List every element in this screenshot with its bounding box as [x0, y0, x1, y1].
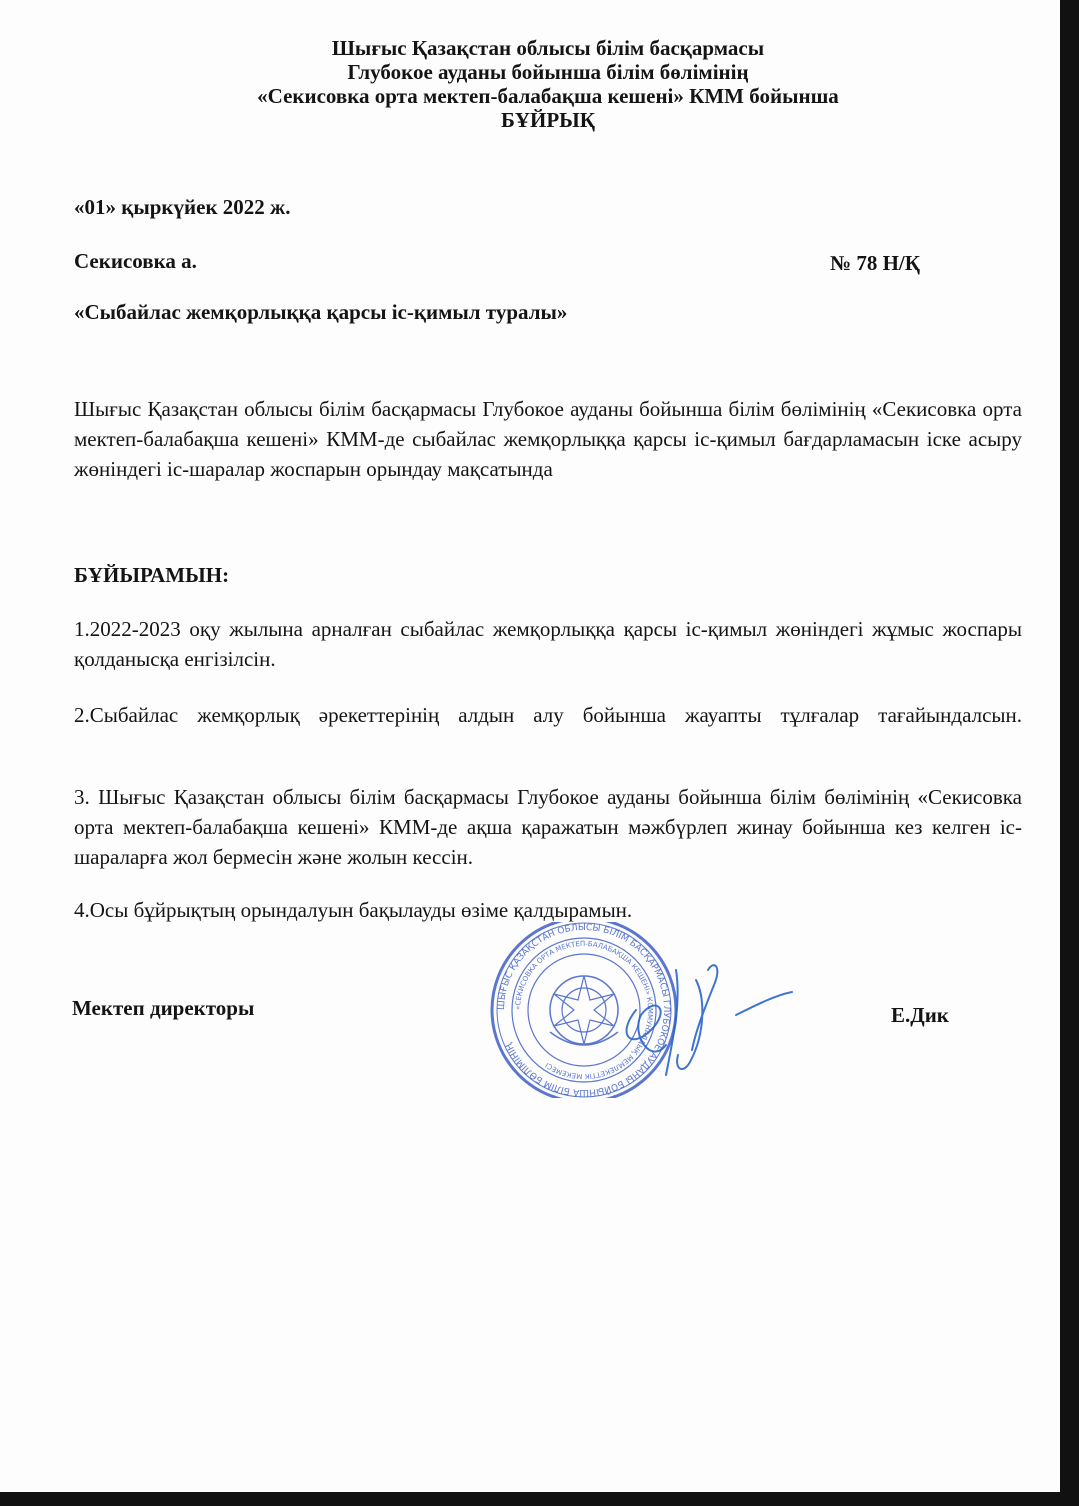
order-subject: «Сыбайлас жемқорлыққа қарсы іс-қимыл туралы»	[74, 300, 568, 324]
header-line-2: Глубокое ауданы бойынша білім бөлімінің	[347, 60, 749, 84]
intro-paragraph: Шығыс Қазақстан облысы білім басқармасы Глубокое ауданы бойынша білім бөлімінің «Секисовка орта мектеп-балабақша кешені» КММ-де сыбайлас жемқорлыққа қарсы іс-қимыл бағдарламасын іске асыру жөніндегі іс-шаралар жоспарын орындау мақсатында	[74, 397, 1022, 481]
signoff-name: Е.Дик	[891, 1003, 949, 1027]
order-item-3: 3. Шығыс Қазақстан облысы білім басқармасы Глубокое ауданы бойынша білім бөлімінің «Секисовка орта мектеп-балабақша кешені» КММ-де ақша қаражатын мәжбүрлеп жинау бойынша кез келген іс-шараларға жол бермесін және жолын кессін.	[74, 785, 1022, 869]
seal-outer-text: ШЫҒЫС ҚАЗАҚСТАН ОБЛЫСЫ БІЛІМ БАСҚАРМАСЫ ГЛУБОКОЕ АУДАНЫ БОЙЫНША БІЛІМ БӨЛІМІНІҢ	[496, 922, 672, 1098]
director-signature	[596, 940, 796, 1090]
document-header	[0, 36, 1060, 132]
order-number: № 78 Н/Қ	[830, 251, 920, 275]
signoff-role: Мектеп директоры	[72, 996, 255, 1020]
order-place: Секисовка а.	[74, 249, 197, 273]
order-item-2: 2.Сыбайлас жемқорлық әрекеттерінің алдын алу бойынша жауапты тұлғалар тағайындалсын.	[74, 703, 1022, 727]
order-item-1: 1.2022-2023 оқу жылына арналған сыбайлас жемқорлыққа қарсы іс-қимыл жөніндегі жұмыс жоспары қолданысқа енгізілсін.	[74, 617, 1022, 671]
seal-inner-text: «СЕКИСОВКА ОРТА МЕКТЕП-БАЛАБАҚША КЕШЕНІ» КОММУНАЛДЫҚ МЕМЛЕКЕТТІК МЕКЕМЕСІ	[513, 939, 655, 1081]
header-line-1: Шығыс Қазақстан облысы білім басқармасы	[331, 36, 765, 60]
order-item-4: 4.Осы бұйрықтың орындалуын бақылауды өзіме қалдырамын.	[74, 898, 633, 922]
order-heading: БҰЙЫРАМЫН:	[74, 563, 230, 587]
order-date: «01» қыркүйек 2022 ж.	[74, 195, 291, 219]
scan-edge-right	[1060, 0, 1079, 1506]
header-line-3: «Секисовка орта мектеп-балабақша кешені» КММ бойынша	[257, 84, 839, 108]
document-title: БҰЙРЫҚ	[500, 108, 596, 132]
scan-edge-bottom	[0, 1492, 1079, 1506]
